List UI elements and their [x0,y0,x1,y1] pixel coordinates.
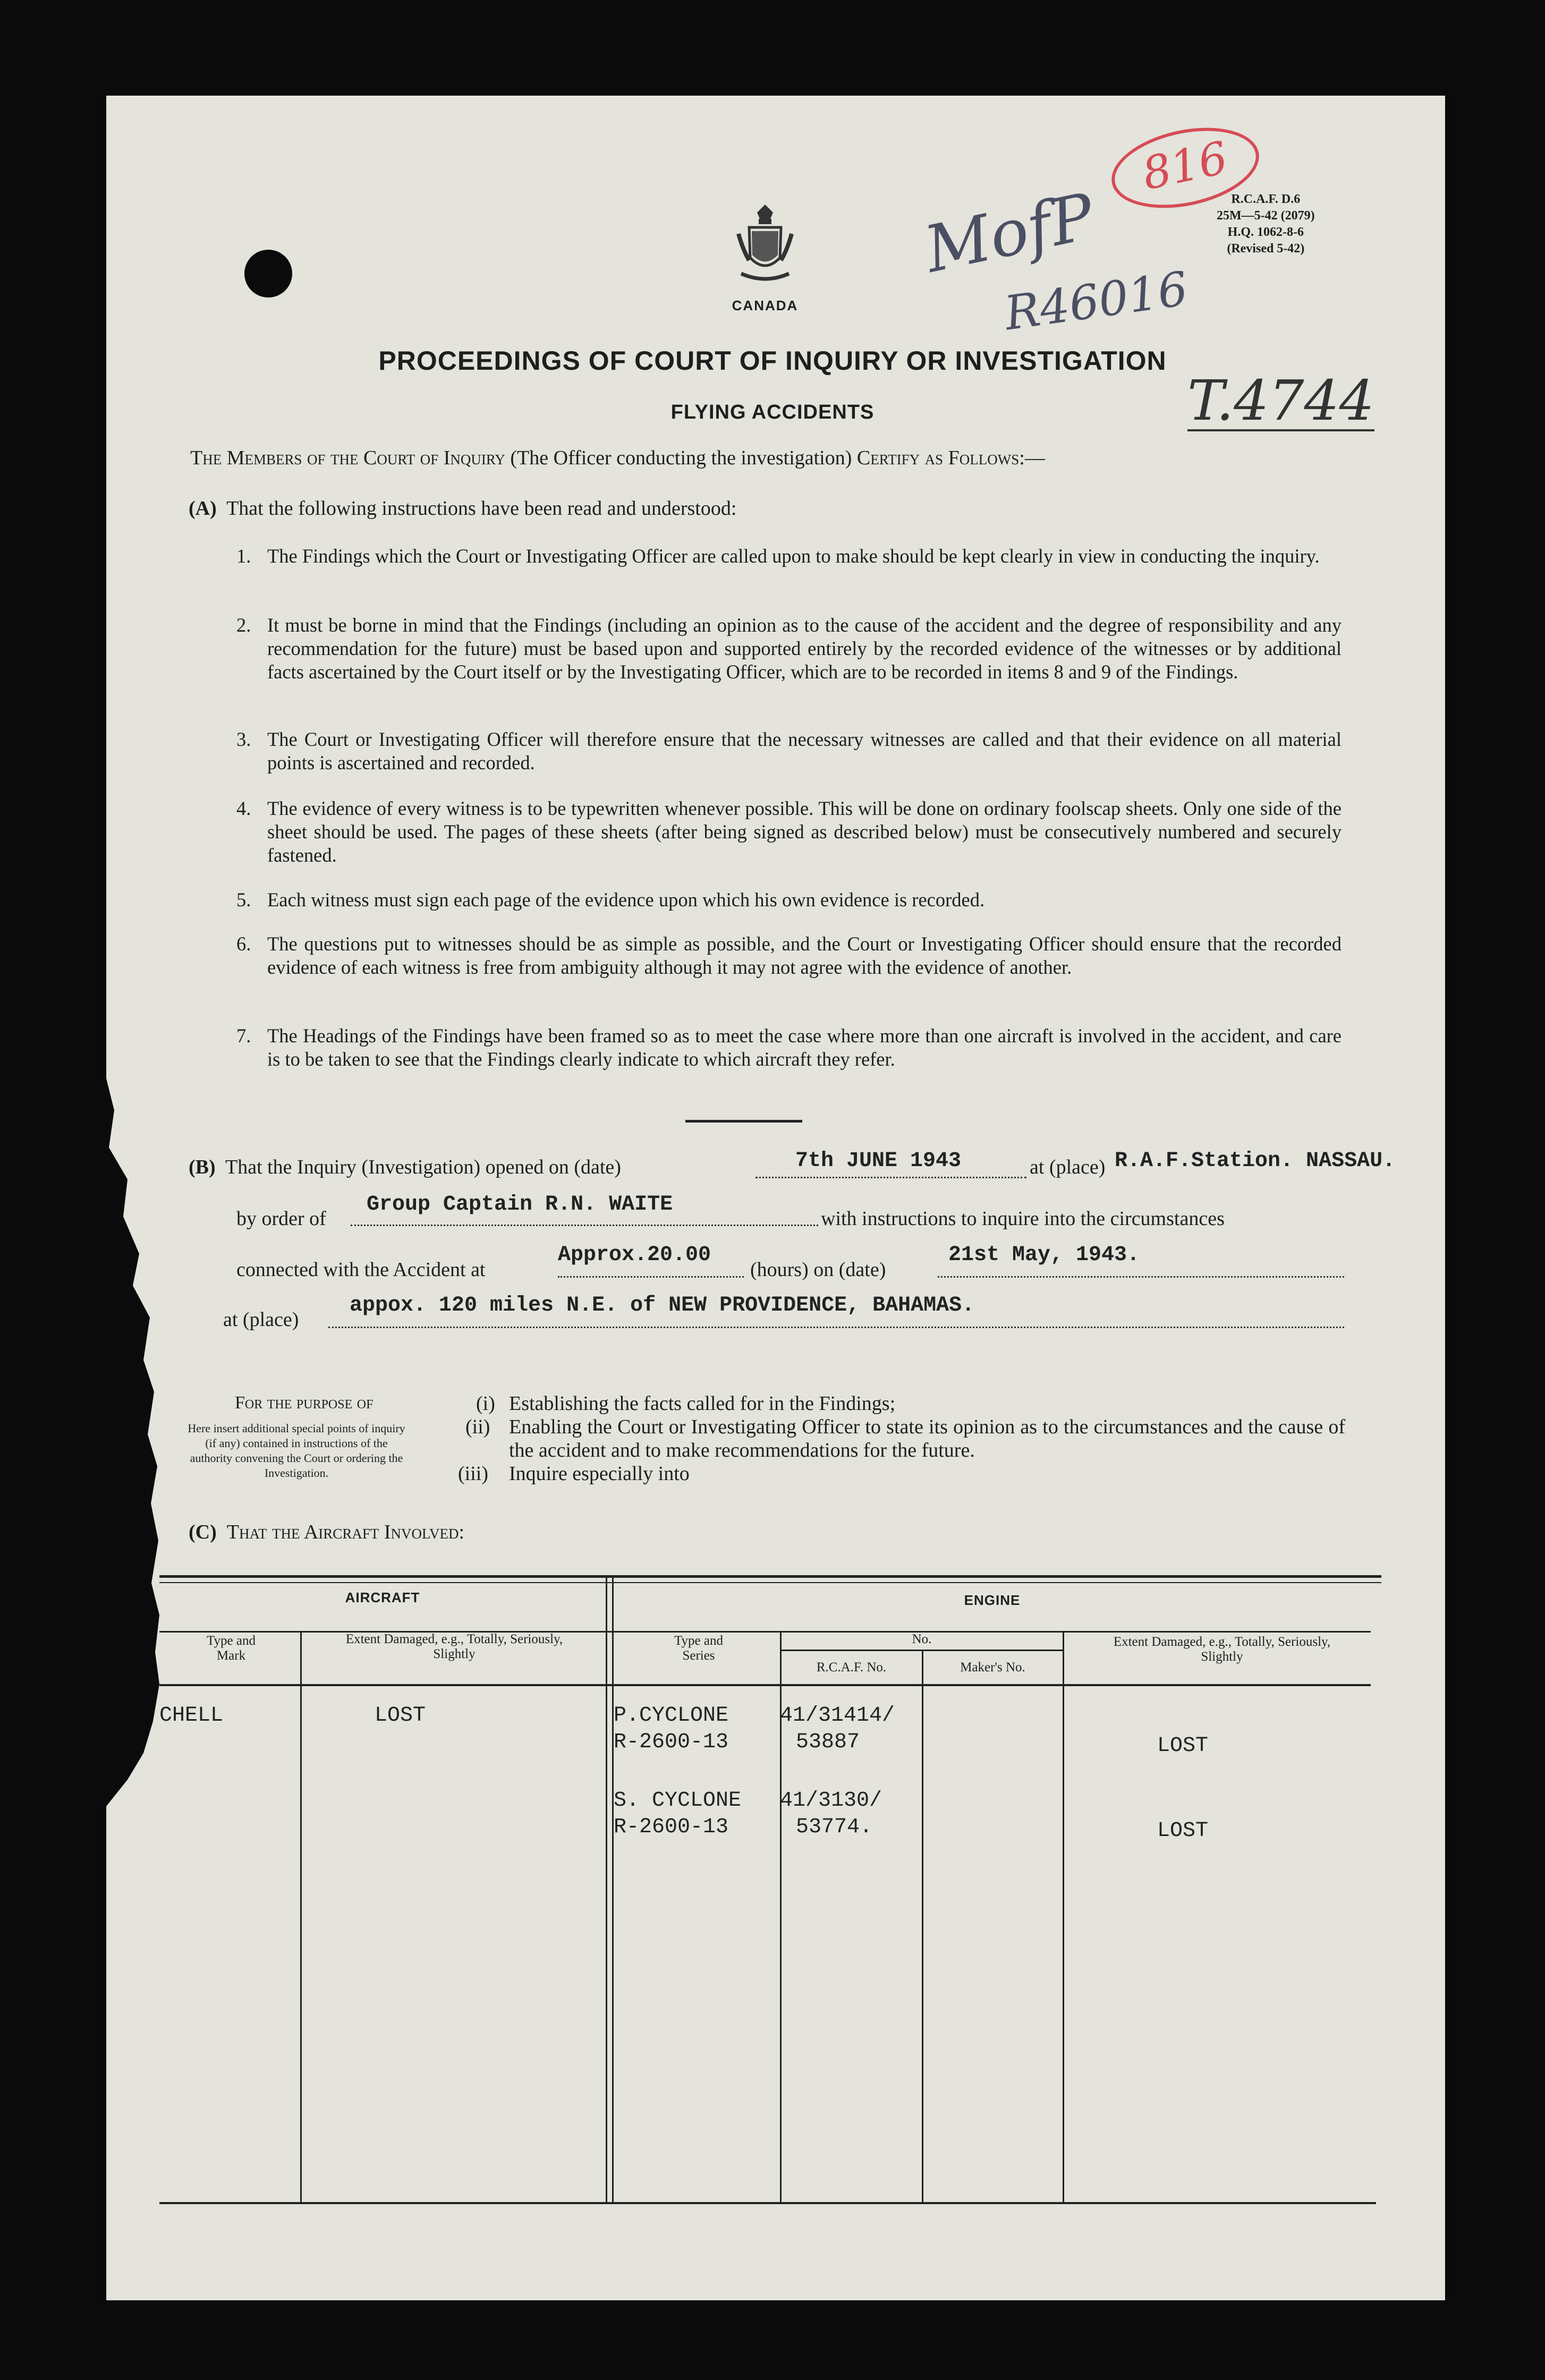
engine-series: R-2600-13 [614,1730,729,1754]
instruction-item [236,1024,1342,1071]
field-label: That the Inquiry (Investigation) opened on (date) [225,1156,621,1178]
section-b-line1 [189,1155,621,1179]
engine-series: R-2600-13 [614,1815,729,1839]
purpose-note: Here insert additional special points of inquiry (if any) contained in instructions of the authority convening the Court or ordering the Investigation. [188,1422,405,1480]
form-code-line: 25M—5-42 (2079) [1217,209,1315,223]
field-value: Group Captain R.N. WAITE [367,1193,673,1217]
column-header: R.C.A.F. No. [816,1660,887,1674]
purpose-list [458,1392,1345,1485]
field-value: appox. 120 miles N.E. of NEW PROVIDENCE, BAHAMAS. [350,1294,975,1318]
section-letter: (C) [189,1521,217,1543]
purpose-num: (i) [476,1392,495,1415]
certify-part: The Members of the Court of Inquiry [190,447,505,469]
engine-damage-cell: LOST [1157,1734,1209,1758]
engine-type-cell [614,1788,741,1841]
table-divider [1063,1632,1064,2203]
engine-rcaf-no: 53887 [796,1730,860,1754]
item-text: The Headings of the Findings have been framed so as to meet the case where more than one aircraft is involved in the accident, and care is to be taken to see that the Findings clearly indicate to which aircraft they refer. [267,1025,1342,1070]
form-code [1217,191,1315,257]
section-a-heading [189,497,736,520]
item-text: Each witness must sign each page of the evidence upon which his own evidence is recorded. [267,889,985,911]
certify-line [190,446,1045,470]
field-label: connected with the Accident at [236,1259,486,1281]
opened-place-field [1115,1149,1429,1177]
engine-damage-cell: LOST [1157,1819,1209,1843]
table-group-header: ENGINE [964,1592,1021,1608]
table-top-rule [159,1575,1381,1578]
form-code-line: (Revised 5-42) [1227,242,1305,256]
column-header: Maker's No. [960,1660,1025,1674]
column-header: No. [912,1632,932,1646]
aircraft-type-cell: CHELL [159,1704,224,1728]
table-divider [606,1578,607,2202]
table-rule [159,1684,1371,1686]
page-subtitle: FLYING ACCIDENTS [670,401,875,423]
divider [685,1120,802,1123]
item-text: It must be borne in mind that the Findings (including an opinion as to the cause of the accident and the degree of responsibility and any recommendation for the future) must be based upon and supported entirely by the recorded evidence of the witnesses or by additional facts ascertained by the Court itself or by the Investigating Officer, which are to be recorded in items 8 and 9 of the Findings. [267,614,1342,683]
purpose-num: (ii) [465,1416,490,1438]
item-text: The Court or Investigating Officer will therefore ensure that the necessary witnesses are called and that their evidence on all material points is ascertained and recorded. [267,728,1342,774]
country-label: CANADA [732,298,799,313]
instruction-item [236,614,1342,684]
engine-rcaf-no: 53774. [796,1815,873,1839]
section-letter: (B) [189,1156,216,1178]
purpose-item [458,1392,1345,1415]
item-number: 2. [236,614,251,636]
column-header: Extent Damaged, e.g., Totally, Seriously, Slightly [1113,1635,1331,1664]
column-header: Type and Series [674,1634,723,1663]
purpose-label: For the purpose of [235,1393,373,1413]
field-value: 7th JUNE 1943 [795,1149,962,1173]
ordered-by-field [351,1193,818,1226]
purpose-text: Inquire especially into [509,1463,690,1485]
accident-date-field [938,1243,1344,1278]
item-number: 7. [236,1025,251,1047]
purpose-num: (iii) [458,1463,488,1485]
table-divider [612,1578,614,2202]
engine-type: S. CYCLONE [614,1789,742,1813]
engine-type: P.CYCLONE [614,1704,729,1728]
table-divider [922,1650,923,2203]
field-label: by order of [236,1208,326,1230]
section-c-text: That the Aircraft Involved: [226,1521,465,1543]
item-number: 5. [236,889,251,911]
stamp-number: 816 [1104,115,1266,220]
column-header: Type and Mark [207,1634,256,1663]
table-divider [300,1632,302,2203]
punch-hole [244,250,292,298]
form-code-line: H.Q. 1062-8-6 [1227,225,1304,239]
engine-rcaf-no-cell [780,1703,895,1756]
table-group-header: AIRCRAFT [345,1590,420,1605]
instruction-item [236,545,1342,568]
purpose-text: Enabling the Court or Investigating Officer to state its opinion as to the circumstances and the cause of the accident and to make recommendations for the future. [509,1416,1345,1461]
coat-of-arms-icon [733,202,797,292]
instruction-item [236,888,1342,912]
item-number: 6. [236,933,251,955]
instruction-item [236,728,1342,775]
certify-part: (The Officer conducting the investigation) [505,447,857,469]
field-value: 21st May, 1943. [948,1243,1140,1267]
item-text: The Findings which the Court or Investigating Officer are called upon to make should be kept clearly in view in conducting the inquiry. [267,545,1320,567]
engine-rcaf-no: 41/31414/ [780,1704,895,1728]
purpose-item [458,1415,1345,1462]
section-letter: (A) [189,497,217,520]
table-bottom-rule [159,2202,1376,2204]
item-number: 4. [236,797,251,819]
section-a-text: That the following instructions have been read and understood: [226,497,737,520]
engine-rcaf-no: 41/3130/ [780,1789,882,1813]
field-label: with instructions to inquire into the circumstances [821,1208,1225,1230]
aircraft-damage-cell: LOST [375,1704,426,1728]
accident-place-field [328,1294,1344,1328]
field-label: at (place) [223,1308,299,1331]
item-number: 3. [236,728,251,750]
engine-type-cell [614,1703,728,1756]
opened-date-field [755,1149,1026,1178]
field-label: (hours) on (date) [750,1259,886,1281]
form-code-line: R.C.A.F. D.6 [1231,192,1301,206]
item-text: The questions put to witnesses should be as simple as possible, and the Court or Investigating Officer should ensure that the recorded evidence of each witness is free from ambiguity although it may not agree with the evidence of another. [267,933,1342,978]
file-number: T.4744 [1187,368,1374,433]
item-text: The evidence of every witness is to be typewritten whenever possible. This will be done on ordinary foolscap sheets. Only one side of the sheet should be used. The pages of these sheets (after being signed as described below) must be consecutively numbered and securely fastened. [267,797,1342,866]
engine-rcaf-no-cell [780,1788,882,1841]
table-top-rule [159,1582,1381,1583]
page-title: PROCEEDINGS OF COURT OF INQUIRY OR INVESTIGATION [378,346,1167,376]
certify-part: Certify as Follows:— [856,447,1045,469]
purpose-item [458,1462,1345,1485]
handwritten-code: MofP [919,180,1101,287]
section-c-heading [189,1520,464,1544]
handwritten-reference: R46016 [1001,261,1191,341]
field-value: R.A.F.Station. NASSAU. [1115,1149,1396,1173]
item-number: 1. [236,545,251,567]
field-value: Approx.20.00 [558,1243,711,1267]
purpose-text: Establishing the facts called for in the Findings; [509,1392,896,1415]
field-label: at (place) [1030,1156,1106,1178]
instruction-item [236,932,1342,979]
column-header: Extent Damaged, e.g., Totally, Seriously, Slightly [345,1632,563,1661]
accident-time-field [558,1243,744,1278]
instruction-item [236,797,1342,867]
